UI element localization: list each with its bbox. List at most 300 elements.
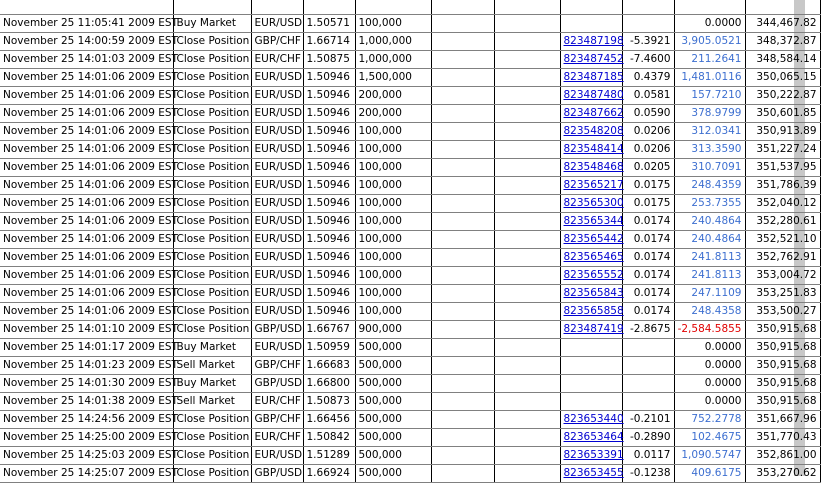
empty-cell	[431, 69, 494, 87]
amount-cell: 500,000	[355, 357, 431, 375]
pips-cell: 0.0205	[622, 159, 674, 177]
table-row[interactable]	[0, 339, 820, 357]
date-cell: November 25 14:01:06 2009 EST	[0, 141, 173, 159]
pair-cell: EUR/USD	[251, 141, 303, 159]
ticket-cell	[560, 375, 622, 393]
balance-cell: 351,537.95	[745, 159, 820, 177]
pips-cell: 0.0206	[622, 141, 674, 159]
empty-cell	[494, 411, 560, 429]
ticket-cell	[560, 303, 622, 321]
type-cell	[173, 0, 251, 15]
price-cell: 1.66800	[303, 375, 355, 393]
table-row[interactable]	[0, 321, 820, 339]
empty-cell	[431, 429, 494, 447]
amount-cell: 500,000	[355, 447, 431, 465]
type-cell: Close Position	[173, 285, 251, 303]
empty-cell	[431, 15, 494, 33]
price-cell: 1.50873	[303, 393, 355, 411]
balance-cell: 350,601.85	[745, 105, 820, 123]
profit-loss-cell: 0.0000	[674, 339, 745, 357]
pips-cell	[622, 357, 674, 375]
amount-cell: 100,000	[355, 123, 431, 141]
price-cell: 1.50946	[303, 159, 355, 177]
ticket-cell	[560, 429, 622, 447]
type-cell: Close Position	[173, 141, 251, 159]
empty-cell	[494, 447, 560, 465]
profit-loss-cell: 248.4359	[674, 177, 745, 195]
type-cell: Close Position	[173, 69, 251, 87]
ticket-cell	[560, 213, 622, 231]
ticket-link[interactable]: 823565442	[563, 233, 624, 245]
table-row[interactable]	[0, 357, 820, 375]
table-row[interactable]	[0, 123, 820, 141]
balance-cell: 350,915.68	[745, 375, 820, 393]
table-row[interactable]	[0, 375, 820, 393]
amount-cell: 100,000	[355, 195, 431, 213]
pair-cell: EUR/CHF	[251, 393, 303, 411]
pair-cell	[251, 0, 303, 15]
pips-cell: 0.4379	[622, 69, 674, 87]
profit-loss-cell: 157.7210	[674, 87, 745, 105]
date-cell: November 25 14:01:06 2009 EST	[0, 249, 173, 267]
empty-cell	[494, 33, 560, 51]
price-cell: 1.66714	[303, 33, 355, 51]
empty-cell	[431, 105, 494, 123]
table-row[interactable]	[0, 285, 820, 303]
pair-cell: GBP/CHF	[251, 357, 303, 375]
pips-cell: 0.0174	[622, 285, 674, 303]
price-cell: 1.50946	[303, 285, 355, 303]
type-cell: Close Position	[173, 105, 251, 123]
empty-cell	[494, 213, 560, 231]
ticket-link[interactable]: 823653464	[563, 431, 624, 443]
balance-cell: 353,004.72	[745, 267, 820, 285]
table-row[interactable]	[0, 393, 820, 411]
pips-cell: -5.3921	[622, 33, 674, 51]
ticket-link[interactable]: 823487419	[563, 323, 624, 335]
date-cell: November 25 14:01:06 2009 EST	[0, 213, 173, 231]
pair-cell: EUR/USD	[251, 87, 303, 105]
profit-loss-cell: 247.1109	[674, 285, 745, 303]
ticket-link[interactable]: 823487185	[563, 71, 624, 83]
amount-cell: 1,500,000	[355, 69, 431, 87]
empty-cell	[494, 105, 560, 123]
type-cell: Close Position	[173, 51, 251, 69]
pips-cell: -2.8675	[622, 321, 674, 339]
profit-loss-cell: -2,584.5855	[674, 321, 745, 339]
ticket-link[interactable]: 823487198	[563, 35, 624, 47]
pair-cell: GBP/CHF	[251, 411, 303, 429]
ticket-link[interactable]: 823565843	[563, 287, 624, 299]
type-cell: Close Position	[173, 411, 251, 429]
date-cell: November 25 14:01:06 2009 EST	[0, 177, 173, 195]
ticket-cell	[560, 33, 622, 51]
table-row[interactable]	[0, 141, 820, 159]
price-cell: 1.66924	[303, 465, 355, 483]
date-cell: November 25 14:01:06 2009 EST	[0, 231, 173, 249]
table-row[interactable]	[0, 0, 820, 15]
pair-cell: EUR/USD	[251, 231, 303, 249]
pair-cell: EUR/USD	[251, 15, 303, 33]
type-cell: Close Position	[173, 429, 251, 447]
empty-cell	[494, 177, 560, 195]
pips-cell: 0.0175	[622, 177, 674, 195]
amount-cell: 100,000	[355, 213, 431, 231]
pips-cell	[622, 393, 674, 411]
pair-cell: EUR/USD	[251, 105, 303, 123]
date-cell: November 25 14:01:06 2009 EST	[0, 87, 173, 105]
table-row[interactable]	[0, 411, 820, 429]
balance-cell: 348,372.87	[745, 33, 820, 51]
balance-cell: 344,467.82	[745, 15, 820, 33]
ticket-link[interactable]: 823565300	[563, 197, 624, 209]
date-cell: November 25 11:05:41 2009 EST	[0, 15, 173, 33]
empty-cell	[431, 465, 494, 483]
date-cell: November 25 14:01:06 2009 EST	[0, 195, 173, 213]
empty-cell	[494, 123, 560, 141]
empty-cell	[431, 141, 494, 159]
ticket-link[interactable]: 823565552	[563, 269, 624, 281]
ticket-cell	[560, 231, 622, 249]
table-row[interactable]	[0, 249, 820, 267]
balance-cell: 350,065.15	[745, 69, 820, 87]
type-cell: Sell Market	[173, 393, 251, 411]
profit-loss-cell: 0.0000	[674, 15, 745, 33]
table-row[interactable]	[0, 69, 820, 87]
table-row[interactable]	[0, 33, 820, 51]
type-cell: Close Position	[173, 231, 251, 249]
empty-cell	[494, 465, 560, 483]
type-cell: Buy Market	[173, 339, 251, 357]
empty-cell	[494, 321, 560, 339]
pips-cell	[622, 375, 674, 393]
pips-cell: 0.0174	[622, 303, 674, 321]
profit-loss-cell: 1,481.0116	[674, 69, 745, 87]
price-cell: 1.66683	[303, 357, 355, 375]
ticket-link[interactable]: 823565217	[563, 179, 624, 191]
empty-cell	[431, 159, 494, 177]
amount-cell: 500,000	[355, 375, 431, 393]
empty-cell	[431, 375, 494, 393]
ticket-link[interactable]: 823565465	[563, 251, 624, 263]
date-cell: November 25 14:01:06 2009 EST	[0, 159, 173, 177]
pair-cell: EUR/USD	[251, 159, 303, 177]
pips-cell: 0.0206	[622, 123, 674, 141]
profit-loss-cell: 409.6175	[674, 465, 745, 483]
profit-loss-cell: 240.4864	[674, 231, 745, 249]
empty-cell	[431, 195, 494, 213]
type-cell: Close Position	[173, 33, 251, 51]
balance-cell: 350,915.68	[745, 321, 820, 339]
profit-loss-cell: 0.0000	[674, 393, 745, 411]
pips-cell: 0.0590	[622, 105, 674, 123]
profit-loss-cell: 752.2778	[674, 411, 745, 429]
empty-cell	[431, 339, 494, 357]
date-cell: November 25 14:01:03 2009 EST	[0, 51, 173, 69]
ticket-cell	[560, 141, 622, 159]
profit-loss-cell: 310.7091	[674, 159, 745, 177]
balance-cell: 351,770.43	[745, 429, 820, 447]
empty-cell	[494, 231, 560, 249]
ticket-link[interactable]: 823653455	[563, 467, 624, 479]
balance-cell: 352,762.91	[745, 249, 820, 267]
balance-cell: 350,222.87	[745, 87, 820, 105]
type-cell: Close Position	[173, 213, 251, 231]
type-cell: Close Position	[173, 321, 251, 339]
ticket-cell	[560, 51, 622, 69]
ticket-cell	[560, 321, 622, 339]
amount-cell	[355, 0, 431, 15]
ticket-cell	[560, 357, 622, 375]
profit-loss-cell: 248.4358	[674, 303, 745, 321]
balance-cell: 353,251.83	[745, 285, 820, 303]
pair-cell: GBP/USD	[251, 465, 303, 483]
table-row[interactable]	[0, 51, 820, 69]
price-cell: 1.50959	[303, 339, 355, 357]
profit-loss-cell: 0.0000	[674, 357, 745, 375]
profit-loss-cell: 1,090.5747	[674, 447, 745, 465]
date-cell: November 25 14:24:56 2009 EST	[0, 411, 173, 429]
amount-cell: 200,000	[355, 87, 431, 105]
empty-cell	[431, 177, 494, 195]
pips-cell: -7.4600	[622, 51, 674, 69]
balance-cell: 353,500.27	[745, 303, 820, 321]
amount-cell: 500,000	[355, 429, 431, 447]
pips-cell: 0.0581	[622, 87, 674, 105]
profit-loss-cell: 0.0000	[674, 375, 745, 393]
empty-cell	[431, 87, 494, 105]
pips-cell: -0.2890	[622, 429, 674, 447]
balance-cell: 352,521.10	[745, 231, 820, 249]
type-cell: Close Position	[173, 123, 251, 141]
pips-cell: -0.1238	[622, 465, 674, 483]
table-row[interactable]	[0, 15, 820, 33]
table-row[interactable]	[0, 177, 820, 195]
amount-cell: 100,000	[355, 141, 431, 159]
amount-cell: 1,000,000	[355, 33, 431, 51]
ticket-cell	[560, 447, 622, 465]
table-row[interactable]	[0, 213, 820, 231]
type-cell: Close Position	[173, 249, 251, 267]
ticket-cell	[560, 159, 622, 177]
ticket-link[interactable]: 823548208	[563, 125, 624, 137]
empty-cell	[431, 447, 494, 465]
table-row[interactable]	[0, 231, 820, 249]
price-cell: 1.50946	[303, 195, 355, 213]
empty-cell	[494, 375, 560, 393]
pips-cell	[622, 15, 674, 33]
ticket-link[interactable]: 823548414	[563, 143, 624, 155]
empty-cell	[494, 87, 560, 105]
ticket-cell	[560, 465, 622, 483]
profit-loss-cell: 312.0341	[674, 123, 745, 141]
empty-cell	[494, 393, 560, 411]
empty-cell	[431, 267, 494, 285]
balance-cell: 350,915.68	[745, 339, 820, 357]
empty-cell	[494, 141, 560, 159]
balance-cell: 351,667.96	[745, 411, 820, 429]
date-cell: November 25 14:25:03 2009 EST	[0, 447, 173, 465]
type-cell: Buy Market	[173, 15, 251, 33]
type-cell: Close Position	[173, 159, 251, 177]
profit-loss-cell: 241.8113	[674, 267, 745, 285]
profit-loss-cell: 102.4675	[674, 429, 745, 447]
pips-cell: 0.0175	[622, 195, 674, 213]
balance-cell: 348,584.14	[745, 51, 820, 69]
empty-cell	[494, 285, 560, 303]
ticket-link[interactable]: 823653440	[563, 413, 624, 425]
pair-cell: GBP/USD	[251, 321, 303, 339]
table-row[interactable]	[0, 159, 820, 177]
empty-cell	[431, 231, 494, 249]
table-row[interactable]	[0, 303, 820, 321]
pips-cell: 0.0174	[622, 267, 674, 285]
amount-cell: 100,000	[355, 177, 431, 195]
empty-cell	[494, 195, 560, 213]
price-cell: 1.50875	[303, 51, 355, 69]
ticket-cell	[560, 249, 622, 267]
date-cell: November 25 14:25:00 2009 EST	[0, 429, 173, 447]
balance-cell: 352,280.61	[745, 213, 820, 231]
price-cell: 1.50946	[303, 177, 355, 195]
ticket-cell	[560, 69, 622, 87]
price-cell: 1.50946	[303, 69, 355, 87]
ticket-cell	[560, 15, 622, 33]
amount-cell: 200,000	[355, 105, 431, 123]
type-cell: Close Position	[173, 303, 251, 321]
price-cell: 1.50946	[303, 141, 355, 159]
empty-cell	[431, 33, 494, 51]
type-cell: Close Position	[173, 177, 251, 195]
pair-cell: EUR/USD	[251, 339, 303, 357]
amount-cell: 500,000	[355, 393, 431, 411]
table-row[interactable]	[0, 87, 820, 105]
pips-cell: -0.2101	[622, 411, 674, 429]
pair-cell: EUR/USD	[251, 177, 303, 195]
date-cell: November 25 14:01:10 2009 EST	[0, 321, 173, 339]
table-row[interactable]	[0, 267, 820, 285]
price-cell: 1.50946	[303, 267, 355, 285]
empty-cell	[494, 429, 560, 447]
empty-cell	[494, 357, 560, 375]
profit-loss-cell: 240.4864	[674, 213, 745, 231]
empty-cell	[431, 51, 494, 69]
table-row[interactable]	[0, 429, 820, 447]
ticket-cell	[560, 105, 622, 123]
price-cell: 1.50946	[303, 87, 355, 105]
balance-cell: 350,915.68	[745, 393, 820, 411]
ticket-link[interactable]: 823487662	[563, 107, 624, 119]
empty-cell	[494, 51, 560, 69]
table-row[interactable]	[0, 105, 820, 123]
amount-cell: 100,000	[355, 267, 431, 285]
amount-cell: 900,000	[355, 321, 431, 339]
price-cell: 1.50842	[303, 429, 355, 447]
empty-cell	[431, 393, 494, 411]
amount-cell: 500,000	[355, 411, 431, 429]
price-cell: 1.50946	[303, 303, 355, 321]
price-cell: 1.50946	[303, 123, 355, 141]
ticket-link[interactable]: 823565344	[563, 215, 624, 227]
price-cell	[303, 0, 355, 15]
type-cell: Close Position	[173, 267, 251, 285]
amount-cell: 1,000,000	[355, 51, 431, 69]
pair-cell: EUR/USD	[251, 303, 303, 321]
balance-cell: 351,786.39	[745, 177, 820, 195]
ticket-link[interactable]: 823548468	[563, 161, 624, 173]
pair-cell: GBP/USD	[251, 375, 303, 393]
balance-cell: 350,913.89	[745, 123, 820, 141]
date-cell: November 25 14:01:06 2009 EST	[0, 267, 173, 285]
date-cell: November 25 14:01:38 2009 EST	[0, 393, 173, 411]
table-row[interactable]	[0, 465, 820, 483]
profit-loss-cell	[674, 0, 745, 15]
table-row[interactable]	[0, 447, 820, 465]
date-cell: November 25 14:01:06 2009 EST	[0, 69, 173, 87]
ticket-cell	[560, 177, 622, 195]
ticket-cell	[560, 123, 622, 141]
price-cell: 1.66456	[303, 411, 355, 429]
amount-cell: 100,000	[355, 249, 431, 267]
type-cell: Sell Market	[173, 357, 251, 375]
ticket-link[interactable]: 823565858	[563, 305, 624, 317]
pair-cell: EUR/USD	[251, 195, 303, 213]
profit-loss-cell: 313.3590	[674, 141, 745, 159]
empty-cell	[431, 249, 494, 267]
price-cell: 1.50946	[303, 105, 355, 123]
empty-cell	[431, 285, 494, 303]
empty-cell	[431, 0, 494, 15]
amount-cell: 500,000	[355, 465, 431, 483]
amount-cell: 100,000	[355, 231, 431, 249]
pips-cell: 0.0174	[622, 213, 674, 231]
type-cell: Buy Market	[173, 375, 251, 393]
amount-cell: 100,000	[355, 285, 431, 303]
ticket-link[interactable]: 823487452	[563, 53, 624, 65]
pair-cell: EUR/USD	[251, 447, 303, 465]
pips-cell: 0.0174	[622, 231, 674, 249]
balance-cell: 352,040.12	[745, 195, 820, 213]
profit-loss-cell: 253.7355	[674, 195, 745, 213]
date-cell: November 25 14:01:30 2009 EST	[0, 375, 173, 393]
date-cell: November 25 14:01:06 2009 EST	[0, 285, 173, 303]
ticket-link[interactable]: 823653391	[563, 449, 624, 461]
pair-cell: EUR/USD	[251, 69, 303, 87]
profit-loss-cell: 378.9799	[674, 105, 745, 123]
ticket-cell	[560, 195, 622, 213]
price-cell: 1.66767	[303, 321, 355, 339]
type-cell: Close Position	[173, 87, 251, 105]
profit-loss-cell: 241.8113	[674, 249, 745, 267]
ticket-cell	[560, 0, 622, 15]
type-cell: Close Position	[173, 195, 251, 213]
amount-cell: 500,000	[355, 339, 431, 357]
empty-cell	[494, 249, 560, 267]
ticket-cell	[560, 87, 622, 105]
price-cell: 1.50946	[303, 213, 355, 231]
empty-cell	[494, 339, 560, 357]
profit-loss-cell: 211.2641	[674, 51, 745, 69]
date-cell: November 25 14:25:07 2009 EST	[0, 465, 173, 483]
empty-cell	[431, 123, 494, 141]
price-cell: 1.51289	[303, 447, 355, 465]
ticket-link[interactable]: 823487480	[563, 89, 624, 101]
empty-cell	[494, 303, 560, 321]
ticket-cell	[560, 411, 622, 429]
table-row[interactable]	[0, 195, 820, 213]
empty-cell	[431, 357, 494, 375]
pips-cell	[622, 339, 674, 357]
